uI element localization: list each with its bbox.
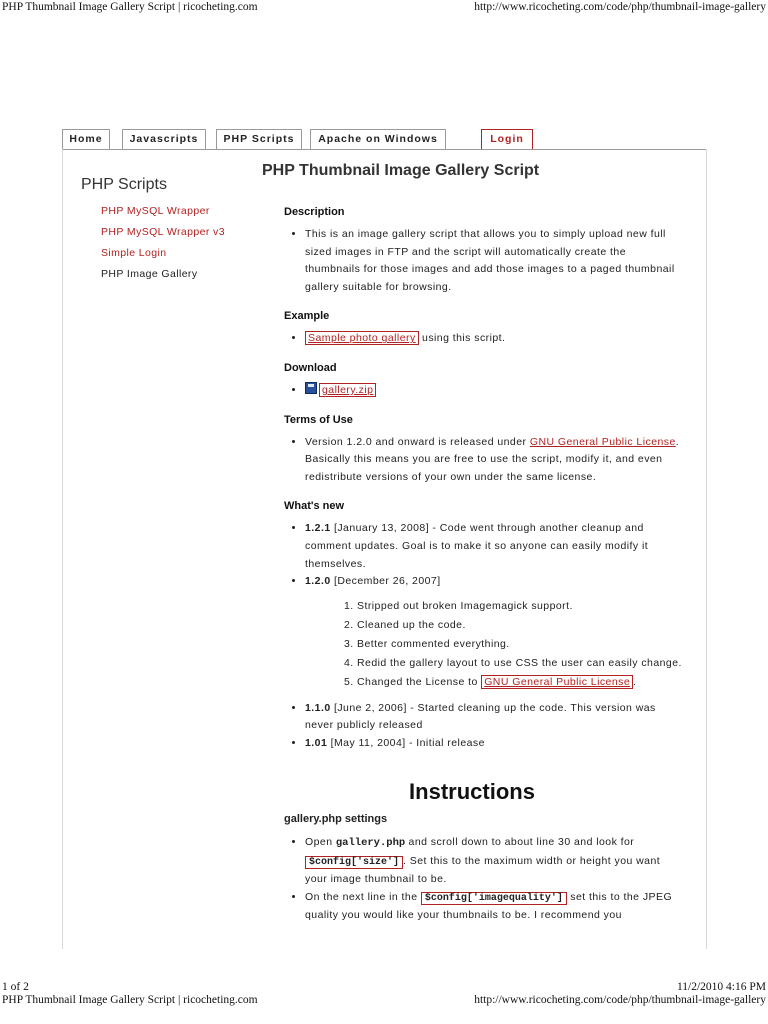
download-list [262,382,682,400]
sample-gallery-link[interactable]: Sample photo gallery [305,331,419,345]
list-item [357,673,682,692]
example-heading: Example [284,310,330,323]
terms-heading: Terms of Use [284,413,353,426]
example-list [262,330,682,348]
changelog-item [305,735,682,753]
tab-php-scripts[interactable]: PHP Scripts [216,129,302,149]
instr-text: On the next line in the [305,890,421,903]
sidebar-item-php-mysql-wrapper [101,204,225,225]
version-text: [January 13, 2008] - Code went through another cleanup and comment updates. Goal is to make it so anyone can easily modify it themselves. [305,522,649,570]
print-header-title: PHP Thumbnail Image Gallery Script | ricocheting.com [2,1,258,13]
sidebar-item-php-mysql-wrapper-v3 [101,225,225,246]
instructions-list [262,834,682,925]
gpl-link[interactable]: GNU General Public License [481,675,633,689]
main-content [262,160,682,937]
code-snippet: $config['size'] [305,856,403,869]
file-name: gallery.php [335,837,406,850]
sidebar-link[interactable]: PHP MySQL Wrapper v3 [101,226,225,238]
code-snippet: $config['imagequality'] [421,892,567,905]
terms-text: . Basically this means you are free to use the script, modify it, and even redistribute versions of your own under the same license. [305,435,680,483]
list-item: • This is an image gallery script that allows you to simply upload new full sized images in FTP and the script will automatically create the thumbnails for those images and add those images to a paged thumbnail gallery suitable for browsing. [305,226,682,296]
sidebar-link[interactable]: PHP MySQL Wrapper [101,205,210,217]
list-item [305,834,682,889]
download-heading: Download [284,361,337,374]
list-item [305,382,682,400]
sidebar-title: PHP Scripts [81,176,167,193]
login-button[interactable]: Login [481,129,533,150]
tab-apache-on-windows[interactable]: Apache on Windows [310,129,446,149]
item-text: Changed the License to [357,675,482,688]
content-border-right [706,149,707,949]
print-footer-url: http://www.ricocheting.com/code/php/thumbnail-image-gallery [474,994,766,1006]
list-item: 1. Stripped out broken Imagemagick support. [357,597,682,616]
version-label: 1.2.1 [305,522,331,535]
download-zip-link[interactable]: gallery.zip [319,383,376,397]
version-label: 1.1.0 [305,701,331,714]
instr-text: set this to the JPEG quality you would like your thumbnails to be. I recommend you [305,890,673,922]
terms-list [262,434,682,487]
instr-text: and scroll down to about line 30 and look for [405,836,635,849]
changelog-item [305,573,682,692]
sidebar-item-php-image-gallery [101,267,225,288]
sidebar-item-simple-login [101,246,225,267]
list-item [305,434,682,487]
description-heading: Description [284,206,345,218]
version-text: [May 11, 2004] - Initial release [327,736,485,749]
print-footer-title: PHP Thumbnail Image Gallery Script | ricocheting.com [2,994,258,1006]
sidebar-menu [101,204,225,288]
page-title: PHP Thumbnail Image Gallery Script [262,162,540,179]
nav-divider [62,149,706,150]
tab-home[interactable]: Home [62,129,110,149]
tab-javascripts[interactable]: Javascripts [122,129,206,149]
floppy-disk-icon [305,382,317,394]
print-footer-datetime: 11/2/2010 4:16 PM [676,981,766,993]
changelog-list [262,520,682,752]
list-item [305,330,682,348]
content-border-left [62,149,63,949]
instructions-subheading: gallery.php settings [284,812,388,825]
version-label: 1.2.0 [305,575,331,588]
list-item: 2. Cleaned up the code. [357,616,682,635]
print-header-url: http://www.ricocheting.com/code/php/thumbnail-image-gallery [474,1,766,13]
list-item: 4. Redid the gallery layout to use CSS the user can easily change. [357,654,682,673]
instr-text: . Set this to the maximum width or height you want your image thumbnail to be. [305,854,661,886]
print-footer-page: 1 of 2 [2,981,29,993]
version-label: 1.01 [305,736,328,749]
instructions-heading: Instructions [409,778,535,804]
sidebar-current: PHP Image Gallery [101,268,198,280]
changelog-item [305,700,682,735]
instr-text: Open [305,836,336,849]
version-text: [December 26, 2007] [330,575,441,588]
changelog-item [305,520,682,573]
sidebar-link[interactable]: Simple Login [101,247,167,259]
terms-text: Version 1.2.0 and onward is released under [305,435,530,448]
list-item [305,889,682,925]
example-text: using this script. [418,332,506,345]
gpl-link[interactable]: GNU General Public License [529,435,676,448]
version-text: [June 2, 2006] - Started cleaning up the code. This version was never publicly released [305,701,656,732]
whats-new-heading: What's new [284,500,345,513]
list-item: 3. Better commented everything. [357,635,682,654]
description-list [262,226,682,296]
item-text: . [633,675,637,688]
changelog-sublist [305,597,682,692]
